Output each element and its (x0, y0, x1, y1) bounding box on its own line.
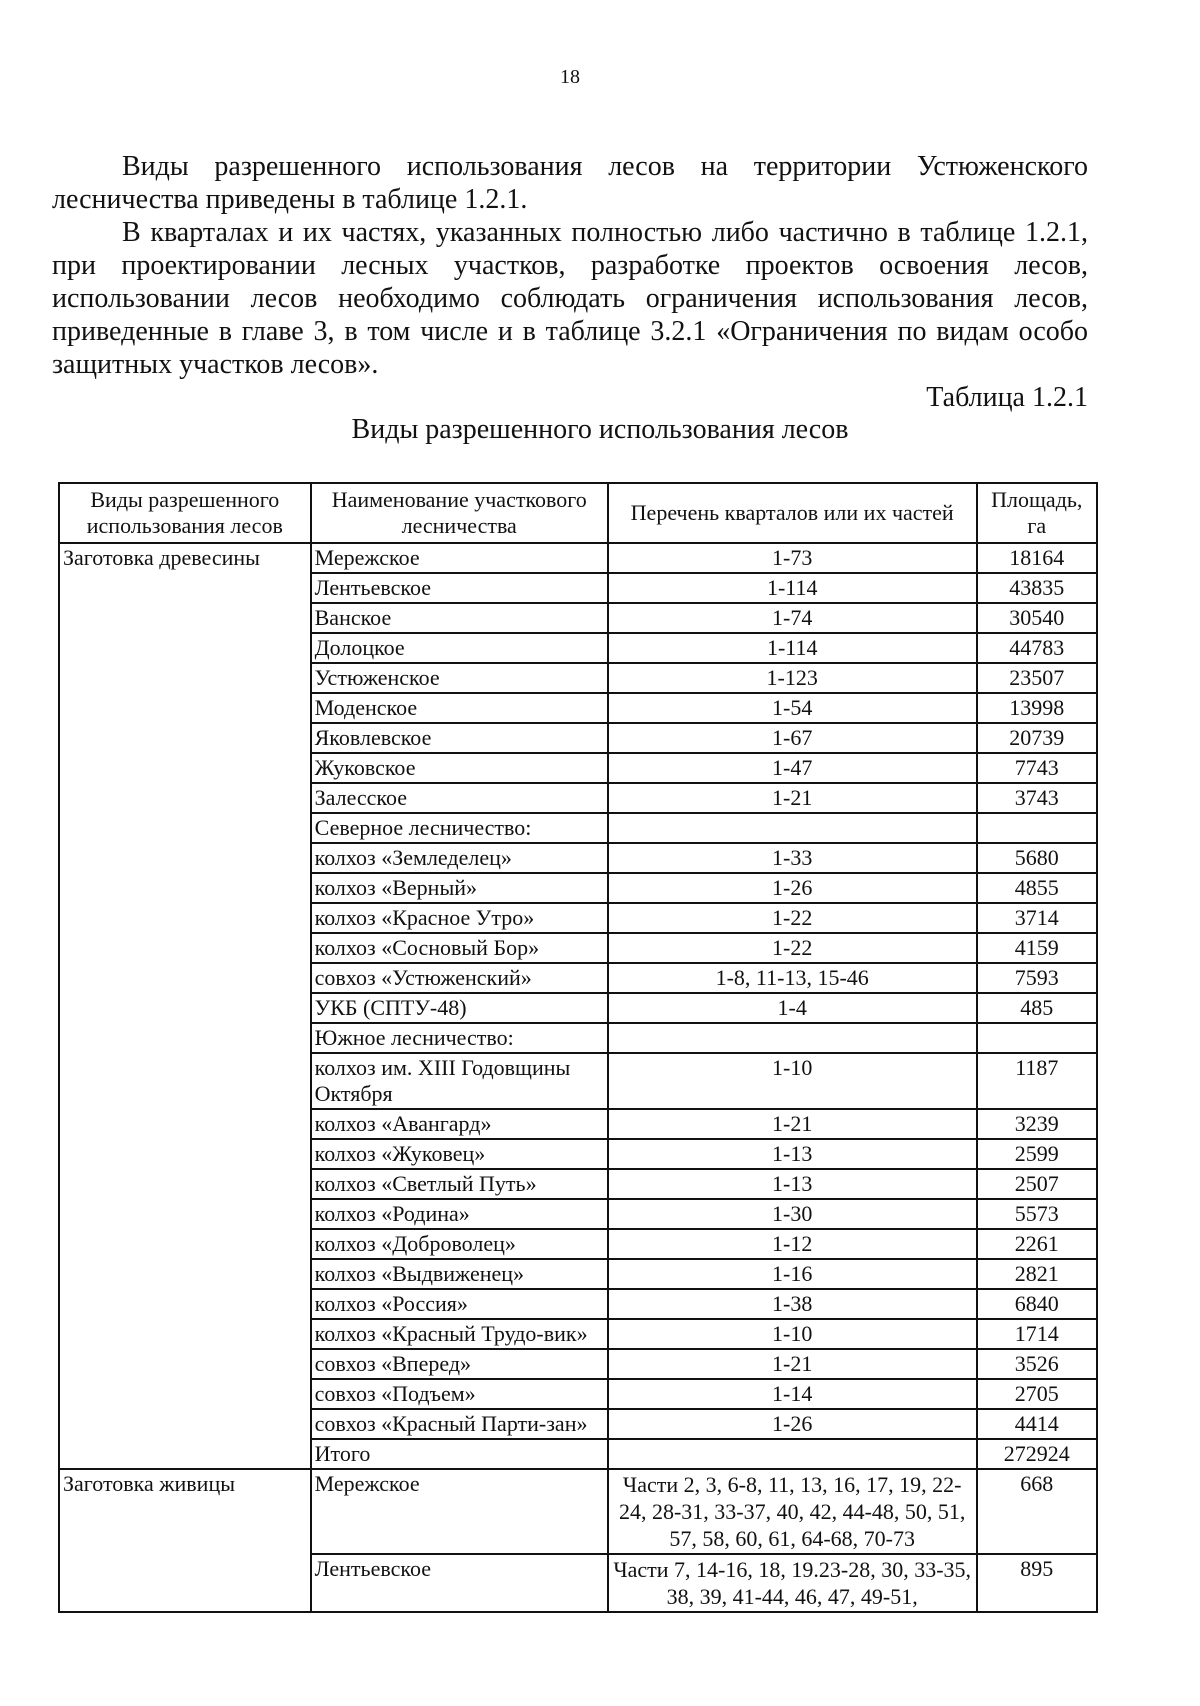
cell-area: 13998 (977, 693, 1097, 723)
cell-district-name: Итого (311, 1439, 608, 1469)
cell-area: 4414 (977, 1409, 1097, 1439)
table-body (59, 543, 1097, 1612)
cell-area (977, 813, 1097, 843)
table-row (59, 543, 1097, 573)
cell-area: 272924 (977, 1439, 1097, 1469)
cell-area: 23507 (977, 663, 1097, 693)
cell-quarters (608, 1023, 977, 1053)
cell-district-name: Лентьевское (311, 1554, 608, 1612)
cell-area: 4855 (977, 873, 1097, 903)
cell-district-name: совхоз «Вперед» (311, 1349, 608, 1379)
header-area: Площадь, га (977, 483, 1097, 543)
cell-area: 44783 (977, 633, 1097, 663)
table-title: Виды разрешенного использования лесов (351, 414, 849, 445)
cell-area: 3743 (977, 783, 1097, 813)
body-text (52, 150, 1088, 381)
paragraph: Виды разрешенного использования лесов на территории Устюженского лесничества приведены в таблице 1.2.1. (52, 151, 1088, 215)
cell-district-name: колхоз «Россия» (311, 1289, 608, 1319)
cell-district-name: колхоз «Доброволец» (311, 1229, 608, 1259)
cell-district-name: Жуковское (311, 753, 608, 783)
cell-area: 2599 (977, 1139, 1097, 1169)
cell-district-name: Южное лесничество: (311, 1023, 608, 1053)
cell-district-name: Мережское (311, 1469, 608, 1554)
table-caption: Таблица 1.2.1 (926, 382, 1088, 413)
cell-district-name: колхоз «Жуковец» (311, 1139, 608, 1169)
cell-quarters: 1-114 (608, 573, 977, 603)
cell-quarters: 1-26 (608, 1409, 977, 1439)
cell-district-name: колхоз «Авангард» (311, 1109, 608, 1139)
cell-area: 668 (977, 1469, 1097, 1554)
cell-district-name: Яковлевское (311, 723, 608, 753)
cell-district-name: колхоз «Красное Утро» (311, 903, 608, 933)
cell-district-name: Долоцкое (311, 633, 608, 663)
cell-area: 3714 (977, 903, 1097, 933)
cell-district-name: совхоз «Устюженский» (311, 963, 608, 993)
cell-quarters: 1-114 (608, 633, 977, 663)
cell-quarters: 1-123 (608, 663, 977, 693)
cell-district-name: Залесское (311, 783, 608, 813)
cell-quarters: 1-21 (608, 1349, 977, 1379)
cell-district-name: совхоз «Подъем» (311, 1379, 608, 1409)
cell-district-name: колхоз «Сосновый Бор» (311, 933, 608, 963)
cell-district-name: колхоз «Родина» (311, 1199, 608, 1229)
cell-district-name: колхоз им. XIII Годовщины Октября (311, 1053, 608, 1109)
cell-area: 7593 (977, 963, 1097, 993)
cell-use-type: Заготовка живицы (59, 1469, 311, 1612)
cell-area: 20739 (977, 723, 1097, 753)
cell-quarters: 1-33 (608, 843, 977, 873)
cell-area: 30540 (977, 603, 1097, 633)
cell-quarters: 1-13 (608, 1139, 977, 1169)
cell-area: 18164 (977, 543, 1097, 573)
cell-quarters: 1-8, 11-13, 15-46 (608, 963, 977, 993)
table-header-row (59, 483, 1097, 543)
cell-area: 3239 (977, 1109, 1097, 1139)
cell-quarters: 1-30 (608, 1199, 977, 1229)
cell-district-name: Мережское (311, 543, 608, 573)
cell-district-name: колхоз «Светлый Путь» (311, 1169, 608, 1199)
cell-quarters: 1-21 (608, 783, 977, 813)
cell-area: 6840 (977, 1289, 1097, 1319)
cell-area (977, 1023, 1097, 1053)
cell-quarters (608, 813, 977, 843)
cell-area: 2705 (977, 1379, 1097, 1409)
cell-quarters: 1-47 (608, 753, 977, 783)
cell-quarters: 1-10 (608, 1319, 977, 1349)
cell-quarters: Части 2, 3, 6-8, 11, 13, 16, 17, 19, 22-24, 28-31, 33-37, 40, 42, 44-48, 50, 51, 57, 58, 60, 61, 64-68, 70-73 (608, 1469, 977, 1554)
cell-quarters: 1-14 (608, 1379, 977, 1409)
cell-district-name: совхоз «Красный Парти-зан» (311, 1409, 608, 1439)
paragraph: В кварталах и их частях, указанных полностью либо частично в таблице 1.2.1, при проектировании лесных участков, разработке проектов освоения лесов, использовании лесов необходимо соблюдать ограничения использования лесов, приведенные в главе 3, в том числе и в таблице 3.2.1 «Ограничения по видам особо защитных участков лесов». (52, 217, 1088, 380)
cell-area: 2261 (977, 1229, 1097, 1259)
cell-quarters: 1-16 (608, 1259, 977, 1289)
cell-district-name: колхоз «Выдвиженец» (311, 1259, 608, 1289)
cell-quarters: 1-26 (608, 873, 977, 903)
page-number: 18 (560, 66, 580, 88)
cell-area: 43835 (977, 573, 1097, 603)
cell-quarters: 1-67 (608, 723, 977, 753)
cell-quarters: 1-22 (608, 933, 977, 963)
cell-quarters: Части 7, 14-16, 18, 19.23-28, 30, 33-35, 38, 39, 41-44, 46, 47, 49-51, (608, 1554, 977, 1612)
cell-area: 7743 (977, 753, 1097, 783)
cell-quarters: 1-13 (608, 1169, 977, 1199)
cell-district-name: Устюженское (311, 663, 608, 693)
cell-quarters: 1-54 (608, 693, 977, 723)
cell-quarters: 1-12 (608, 1229, 977, 1259)
cell-quarters: 1-22 (608, 903, 977, 933)
cell-district-name: Лентьевское (311, 573, 608, 603)
cell-area: 2507 (977, 1169, 1097, 1199)
cell-district-name: колхоз «Верный» (311, 873, 608, 903)
cell-quarters: 1-10 (608, 1053, 977, 1109)
table-row (59, 1469, 1097, 1554)
cell-area: 1187 (977, 1053, 1097, 1109)
cell-district-name: УКБ (СПТУ-48) (311, 993, 608, 1023)
cell-district-name: Моденское (311, 693, 608, 723)
header-district-name: Наименование участкового лесничества (311, 483, 608, 543)
cell-area: 1714 (977, 1319, 1097, 1349)
cell-area: 4159 (977, 933, 1097, 963)
cell-district-name: колхоз «Земледелец» (311, 843, 608, 873)
cell-quarters: 1-4 (608, 993, 977, 1023)
cell-use-type: Заготовка древесины (59, 543, 311, 1469)
cell-area: 485 (977, 993, 1097, 1023)
cell-district-name: колхоз «Красный Трудо-вик» (311, 1319, 608, 1349)
cell-quarters (608, 1439, 977, 1469)
cell-district-name: Ванское (311, 603, 608, 633)
cell-area: 3526 (977, 1349, 1097, 1379)
cell-area: 895 (977, 1554, 1097, 1612)
header-quarters-list: Перечень кварталов или их частей (608, 483, 977, 543)
cell-quarters: 1-73 (608, 543, 977, 573)
cell-area: 2821 (977, 1259, 1097, 1289)
cell-quarters: 1-74 (608, 603, 977, 633)
forest-use-table (58, 482, 1098, 1613)
cell-quarters: 1-21 (608, 1109, 977, 1139)
cell-area: 5573 (977, 1199, 1097, 1229)
cell-district-name: Северное лесничество: (311, 813, 608, 843)
header-use-type: Виды разрешенного использования лесов (59, 483, 311, 543)
cell-quarters: 1-38 (608, 1289, 977, 1319)
cell-area: 5680 (977, 843, 1097, 873)
